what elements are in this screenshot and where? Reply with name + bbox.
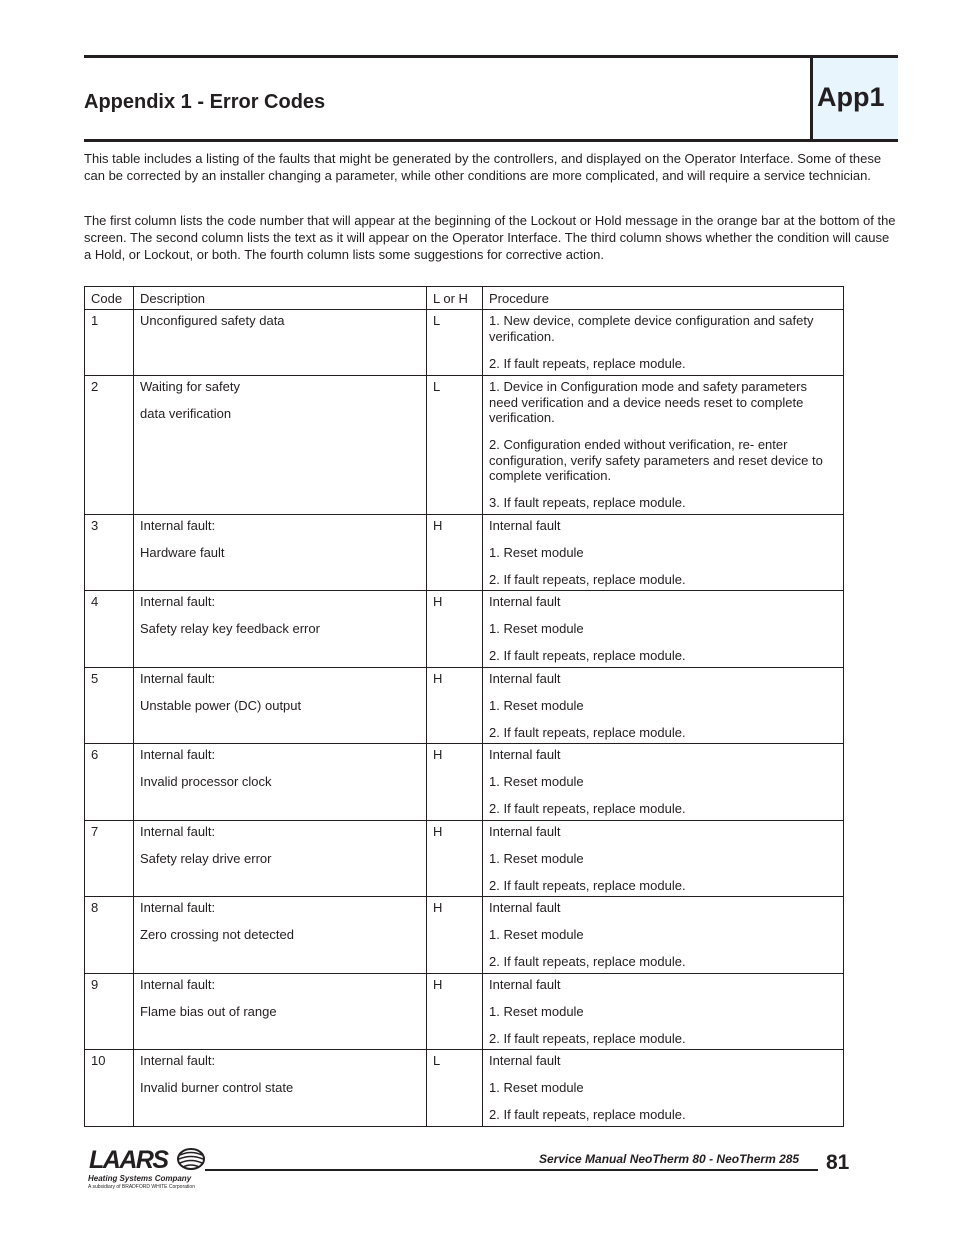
l-or-h-cell: H	[427, 973, 483, 1050]
procedure-step: 2. If fault repeats, replace module.	[489, 724, 686, 740]
description-line: Unstable power (DC) output	[140, 697, 302, 713]
description-line: Internal fault:	[140, 900, 216, 915]
code-cell: 4	[85, 591, 134, 668]
code-cell: 6	[85, 744, 134, 821]
procedure-step: 3. If fault repeats, replace module.	[489, 495, 686, 510]
intro-paragraph: The first column lists the code number that will appear at the beginning of the Lockout or Hold message in the orange bar at the bottom of the screen. The second column lists the text as it will appear on the Operator Interface. The third column shows whether the condition will cause a Hold, or Lockout, or both. The fourth column lists some suggestions for corrective action.	[84, 213, 896, 262]
description-line: Safety relay key feedback error	[140, 621, 320, 636]
code-cell: 2	[85, 376, 134, 515]
description-cell	[134, 310, 427, 376]
procedure-step: 2. If fault repeats, replace module.	[489, 648, 686, 663]
procedure-step: 1. Reset module	[489, 544, 584, 560]
procedure-step: Internal fault	[489, 594, 561, 609]
procedure-step: 2. If fault repeats, replace module.	[489, 1030, 686, 1046]
description-line: Flame bias out of range	[140, 1003, 277, 1019]
code-cell: 9	[85, 973, 134, 1050]
description-cell	[134, 744, 427, 821]
code-cell: 1	[85, 310, 134, 376]
code-cell: 3	[85, 514, 134, 591]
procedure-cell	[483, 1050, 844, 1127]
code-cell: 5	[85, 667, 134, 744]
procedure-cell	[483, 667, 844, 744]
laars-logo	[86, 1146, 212, 1192]
l-or-h-cell: H	[427, 744, 483, 821]
procedure-step: Internal fault	[489, 670, 561, 686]
logo-tagline: Heating Systems Company	[88, 1174, 192, 1183]
l-or-h-cell: H	[427, 667, 483, 744]
description-cell	[134, 1050, 427, 1127]
code-cell: 8	[85, 897, 134, 974]
procedure-step: 2. If fault repeats, replace module.	[489, 355, 686, 371]
procedure-step: 1. Reset module	[489, 1003, 584, 1019]
table-row	[85, 744, 844, 821]
procedure-step: 1. New device, complete device configuration and safety verification.	[489, 313, 814, 344]
procedure-cell	[483, 744, 844, 821]
column-header-description: Description	[134, 287, 427, 310]
procedure-step: Internal fault	[489, 747, 561, 762]
description-cell	[134, 820, 427, 897]
table-row	[85, 897, 844, 974]
description-line: Internal fault:	[140, 823, 216, 839]
l-or-h-cell: H	[427, 514, 483, 591]
l-or-h-cell: L	[427, 1050, 483, 1127]
appendix-tab-label: App1	[817, 82, 885, 112]
description-line: data verification	[140, 406, 232, 421]
error-codes-table	[84, 286, 844, 1127]
procedure-step: 2. If fault repeats, replace module.	[489, 801, 686, 816]
procedure-step: 1. Device in Configuration mode and safety parameters need verification and a device needs reset to complete verification.	[489, 379, 807, 425]
l-or-h-cell: L	[427, 310, 483, 376]
description-line: Safety relay drive error	[140, 850, 272, 866]
description-cell	[134, 514, 427, 591]
l-or-h-cell: H	[427, 591, 483, 668]
description-line: Internal fault:	[140, 1053, 216, 1068]
procedure-cell	[483, 897, 844, 974]
procedure-step: 2. Configuration ended without verification, re- enter configuration, verify safety parameters and reset device to complete verification.	[489, 437, 823, 483]
description-line: Internal fault:	[140, 976, 216, 992]
l-or-h-cell: H	[427, 897, 483, 974]
description-line: Internal fault:	[140, 747, 216, 762]
logo-swirl-icon	[86, 1146, 212, 1174]
procedure-step: Internal fault	[489, 517, 561, 533]
description-line: Internal fault:	[140, 517, 216, 533]
description-cell	[134, 973, 427, 1050]
procedure-step: Internal fault	[489, 823, 561, 839]
description-line: Internal fault:	[140, 670, 216, 686]
procedure-step: 1. Reset module	[489, 697, 584, 713]
procedure-step: 1. Reset module	[489, 850, 584, 866]
table-header-row	[85, 287, 844, 310]
description-line: Invalid burner control state	[140, 1080, 294, 1095]
description-cell	[134, 591, 427, 668]
intro-paragraph: This table includes a listing of the faults that might be generated by the controllers, and displayed on the Operator Interface. Some of these can be corrected by an installer changing a parameter, while other conditions are more complicated, and will require a service technician.	[84, 151, 882, 183]
procedure-cell	[483, 591, 844, 668]
page-title: Appendix 1 - Error Codes	[84, 91, 326, 113]
logo-subsidiary: A subsidiary of BRADFORD WHITE Corporation	[88, 1184, 195, 1190]
procedure-step: Internal fault	[489, 900, 561, 915]
description-cell	[134, 897, 427, 974]
table-row	[85, 514, 844, 591]
page-number: 81	[826, 1151, 850, 1174]
table-row	[85, 310, 844, 376]
procedure-step: Internal fault	[489, 1053, 561, 1068]
procedure-step: Internal fault	[489, 976, 561, 992]
footer-manual-title: Service Manual NeoTherm 80 - NeoTherm 285	[539, 1152, 800, 1166]
table-row	[85, 591, 844, 668]
table-row	[85, 973, 844, 1050]
procedure-step: 1. Reset module	[489, 1080, 584, 1095]
procedure-step: 2. If fault repeats, replace module.	[489, 954, 686, 969]
procedure-step: 2. If fault repeats, replace module.	[489, 877, 686, 893]
procedure-cell	[483, 376, 844, 515]
procedure-step: 1. Reset module	[489, 621, 584, 636]
table-row	[85, 667, 844, 744]
description-line: Hardware fault	[140, 544, 225, 560]
header-rule-top	[84, 55, 898, 58]
column-header-code: Code	[85, 287, 134, 310]
l-or-h-cell: L	[427, 376, 483, 515]
description-line: Zero crossing not detected	[140, 927, 294, 942]
procedure-cell	[483, 514, 844, 591]
description-cell	[134, 376, 427, 515]
procedure-step: 2. If fault repeats, replace module.	[489, 571, 686, 587]
code-cell: 10	[85, 1050, 134, 1127]
description-cell	[134, 667, 427, 744]
footer-rule	[205, 1169, 818, 1171]
code-cell: 7	[85, 820, 134, 897]
table-row	[85, 376, 844, 515]
header-rule-bottom	[84, 139, 898, 142]
description-line: Unconfigured safety data	[140, 313, 285, 328]
procedure-cell	[483, 973, 844, 1050]
column-header-l-or-h: L or H	[427, 287, 483, 310]
procedure-cell	[483, 310, 844, 376]
procedure-step: 1. Reset module	[489, 774, 584, 789]
table-row	[85, 820, 844, 897]
column-header-procedure: Procedure	[483, 287, 844, 310]
l-or-h-cell: H	[427, 820, 483, 897]
procedure-step: 2. If fault repeats, replace module.	[489, 1107, 686, 1122]
procedure-cell	[483, 820, 844, 897]
procedure-step: 1. Reset module	[489, 927, 584, 942]
description-line: Waiting for safety	[140, 379, 240, 394]
logo-brand: LAARS	[89, 1146, 168, 1174]
description-line: Internal fault:	[140, 594, 216, 609]
description-line: Invalid processor clock	[140, 774, 272, 789]
table-row	[85, 1050, 844, 1127]
